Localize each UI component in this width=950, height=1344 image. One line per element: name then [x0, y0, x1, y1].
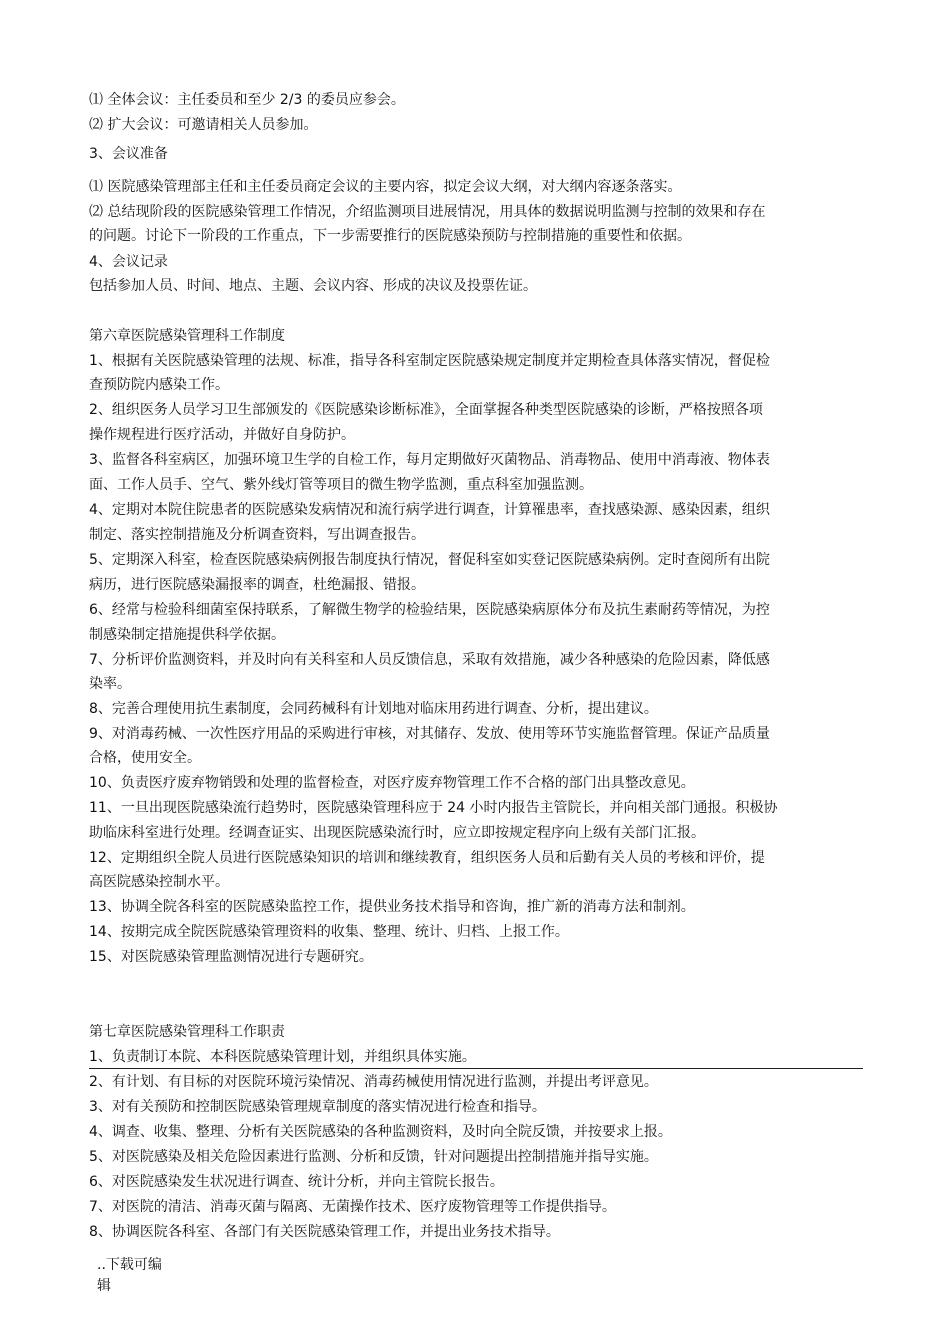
paragraph-line: 7、对医院的清洁、消毒灭菌与隔离、无菌操作技术、医疗废物管理等工作提供指导。: [89, 1199, 616, 1215]
paragraph-line: 合格，使用安全。: [89, 750, 201, 766]
paragraph-line: ⑴ 医院感染管理部主任和主任委员商定会议的主要内容，拟定会议大纲，对大纲内容逐条落实。: [89, 179, 682, 195]
chapter-title: 第六章医院感染管理科工作制度: [89, 328, 285, 344]
paragraph-line: 3、监督各科室病区，加强环境卫生学的自检工作，每月定期做好灭菌物品、消毒物品、使用中消毒液、物体表: [89, 452, 770, 468]
paragraph-line-underlined: 1、负责制订本院、本科医院感染管理计划，并组织具体实施。: [89, 1046, 863, 1069]
paragraph-line: 9、对消毒药械、一次性医疗用品的采购进行审核，对其储存、发放、使用等环节实施监督管理。保证产品质量: [89, 726, 770, 742]
paragraph-line: ⑵ 总结现阶段的医院感染管理工作情况，介绍监测项目进展情况，用具体的数据说明监测与控制的效果和存在: [89, 204, 766, 220]
paragraph-line: 13、协调全院各科室的医院感染监控工作，提供业务技术指导和咨询，推广新的消毒方法和制剂。: [89, 899, 695, 915]
paragraph-line: 5、定期深入科室，检查医院感染病例报告制度执行情况，督促科室如实登记医院感染病例。定时查阅所有出院: [89, 552, 770, 568]
paragraph-line: 面、工作人员手、空气、紫外线灯管等项目的微生物学监测，重点科室加强监测。: [89, 477, 593, 493]
paragraph-line: 助临床科室进行处理。经调查证实、出现医院感染流行时，应立即按规定程序向上级有关部门汇报。: [89, 825, 705, 841]
paragraph-line: 8、完善合理使用抗生素制度，会同药械科有计划地对临床用药进行调查、分析，提出建议。: [89, 701, 658, 717]
paragraph-line: 染率。: [89, 676, 131, 692]
paragraph-line: 15、对医院感染管理监测情况进行专题研究。: [89, 949, 373, 965]
paragraph-line: 查预防院内感染工作。: [89, 377, 229, 393]
paragraph-line: 操作规程进行医疗活动，并做好自身防护。: [89, 427, 355, 443]
paragraph-line: 4、调查、收集、整理、分析有关医院感染的各种监测资料，及时向全院反馈，并按要求上报。: [89, 1124, 672, 1140]
paragraph-line: 7、分析评价监测资料，并及时向有关科室和人员反馈信息，采取有效措施，减少各种感染的危险因素，降低感: [89, 652, 770, 668]
paragraph-line: 病历，进行医院感染漏报率的调查，杜绝漏报、错报。: [89, 577, 425, 593]
paragraph-line: 6、对医院感染发生状况进行调查、统计分析，并向主管院长报告。: [89, 1174, 504, 1190]
paragraph-line: 高医院感染控制水平。: [89, 874, 229, 890]
paragraph-line: ⑵ 扩大会议：可邀请相关人员参加。: [89, 117, 318, 133]
paragraph-line: 12、定期组织全院人员进行医院感染知识的培训和继续教育，组织医务人员和后勤有关人员的考核和评价，提: [89, 850, 765, 866]
paragraph-line: 5、对医院感染及相关危险因素进行监测、分析和反馈，针对问题提出控制措施并指导实施。: [89, 1149, 658, 1165]
paragraph-line: 6、经常与检验科细菌室保持联系，了解微生物学的检验结果，医院感染病原体分布及抗生素耐药等情况，为控: [89, 602, 770, 618]
paragraph-line: 14、按期完成全院医院感染管理资料的收集、整理、统计、归档、上报工作。: [89, 924, 569, 940]
paragraph-line: 3、对有关预防和控制医院感染管理规章制度的落实情况进行检查和指导。: [89, 1099, 546, 1115]
footer-note: 辑: [97, 1278, 111, 1294]
paragraph-line: 8、协调医院各科室、各部门有关医院感染管理工作，并提出业务技术指导。: [89, 1224, 560, 1240]
paragraph-line: 2、组织医务人员学习卫生部颁发的《医院感染诊断标准》，全面掌握各种类型医院感染的诊断，严格按照各项: [89, 402, 763, 418]
paragraph-line: 包括参加人员、时间、地点、主题、会议内容、形成的决议及投票佐证。: [89, 278, 537, 294]
paragraph-line: 11、一旦出现医院感染流行趋势时，医院感染管理科应于 24 小时内报告主管院长，并向相关部门通报。积极协: [89, 800, 778, 816]
paragraph-line: 2、有计划、有目标的对医院环境污染情况、消毒药械使用情况进行监测，并提出考评意见。: [89, 1074, 658, 1090]
paragraph-line: 制定、落实控制措施及分析调查资料，写出调查报告。: [89, 527, 425, 543]
section-heading: 3、会议准备: [89, 146, 168, 162]
paragraph-line: 1、根据有关医院感染管理的法规、标准，指导各科室制定医院感染规定制度并定期检查具体落实情况，督促检: [89, 353, 770, 369]
chapter-title: 第七章医院感染管理科工作职责: [89, 1024, 285, 1040]
paragraph-line: 制感染制定措施提供科学依据。: [89, 627, 285, 643]
paragraph-line: 10、负责医疗废弃物销毁和处理的监督检查，对医疗废弃物管理工作不合格的部门出具整改意见。: [89, 775, 695, 791]
paragraph-line: 的问题。讨论下一阶段的工作重点，下一步需要推行的医院感染预防与控制措施的重要性和依据。: [89, 228, 691, 244]
paragraph-line: ⑴ 全体会议：主任委员和至少 2/3 的委员应参会。: [89, 92, 405, 108]
footer-note: ..下载可编: [97, 1257, 162, 1273]
section-heading: 4、会议记录: [89, 254, 168, 270]
paragraph-line: 4、定期对本院住院患者的医院感染发病情况和流行病学进行调查，计算罹患率，查找感染源、感染因素，组织: [89, 502, 770, 518]
